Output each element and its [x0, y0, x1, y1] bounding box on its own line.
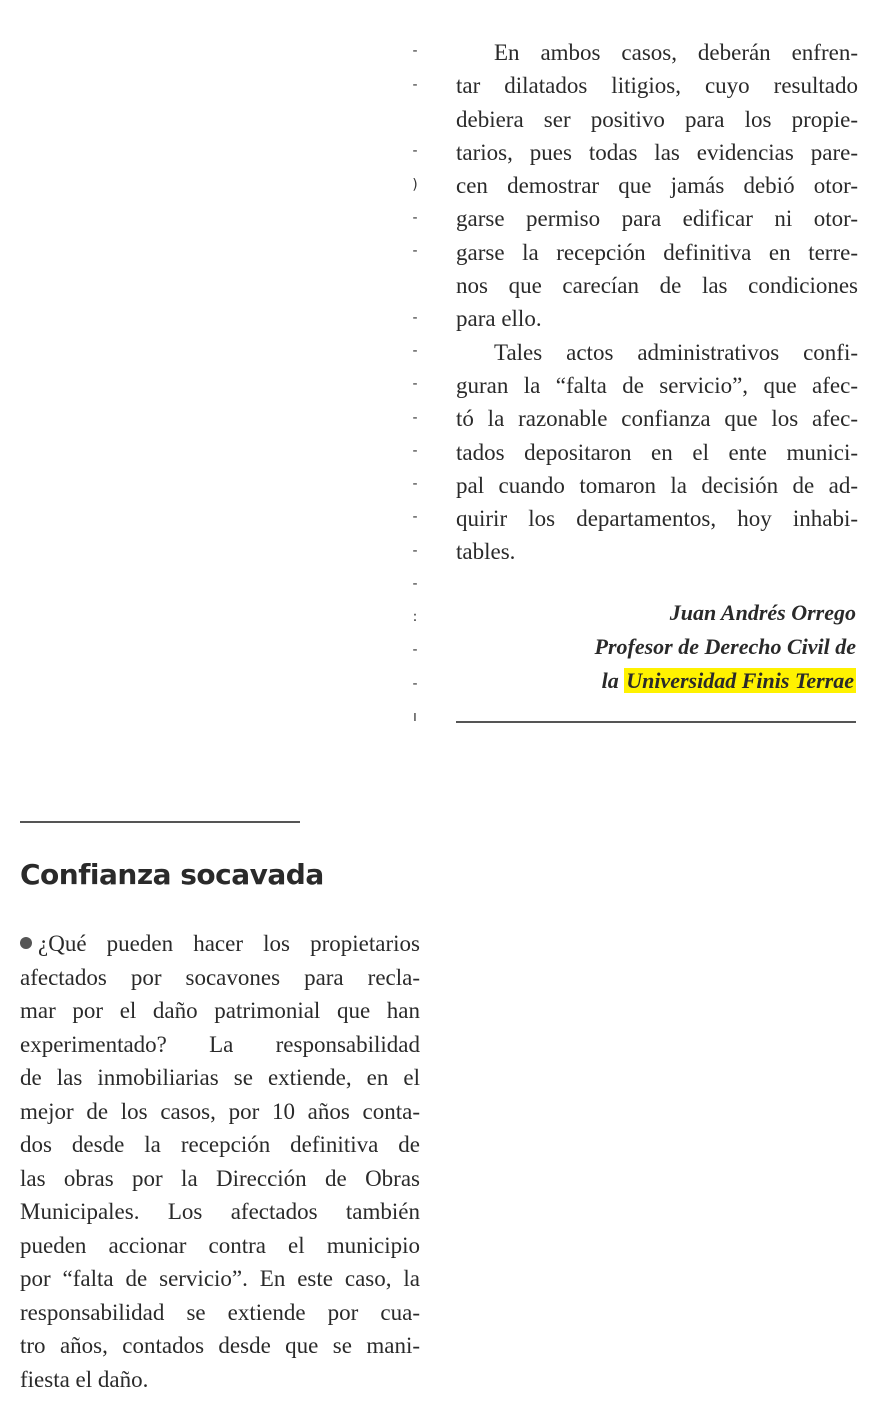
- bullet-icon: [20, 937, 32, 949]
- article-line: En ambos casos, deberán enfren-: [494, 40, 858, 65]
- sidebar-line: responsabilidad se extiende por cua-: [20, 1299, 420, 1325]
- article-line: garse permiso para edificar ni otor-: [456, 206, 858, 232]
- gutter-mark: -: [412, 77, 418, 93]
- article-line: nos que carecían de las condiciones: [456, 273, 858, 299]
- gutter-mark: -: [412, 443, 418, 459]
- article-line: debiera ser positivo para los propie-: [456, 106, 858, 132]
- author-affiliation: [456, 664, 856, 698]
- sidebar-line: las obras por la Dirección de Obras: [20, 1165, 420, 1191]
- article-line: tó la razonable confianza que los afec-: [456, 406, 858, 432]
- article-line: tarios, pues todas las evidencias pare-: [456, 139, 858, 165]
- gutter-mark: -: [412, 143, 418, 159]
- article-line: cen demostrar que jamás debió otor-: [456, 173, 858, 199]
- affiliation-prefix: la: [601, 668, 619, 693]
- author-name: Juan Andrés Orrego: [669, 600, 856, 625]
- gutter-mark: -: [412, 410, 418, 426]
- sidebar-title: Confianza socavada: [20, 858, 324, 891]
- sidebar-line-text: ¿Qué pueden hacer los propietarios: [38, 931, 420, 956]
- article-line: tar dilatados litigios, cuyo resultado: [456, 73, 858, 99]
- sidebar-line: Municipales. Los afectados también: [20, 1199, 420, 1224]
- gutter-mark: -: [412, 642, 418, 658]
- article-line: tados depositaron en el ente munici-: [456, 439, 858, 465]
- gutter-mark: -: [412, 343, 418, 359]
- column-end-rule: [456, 721, 856, 723]
- gutter-mark: -: [412, 43, 418, 59]
- sidebar-line: por “falta de servicio”. En este caso, la: [20, 1266, 420, 1291]
- sidebar-line: mejor de los casos, por 10 años conta-: [20, 1098, 420, 1124]
- sidebar-line: [20, 927, 420, 961]
- gutter-mark: -: [412, 476, 418, 492]
- article-line: guran la “falta de servicio”, que afec-: [456, 372, 858, 398]
- sidebar-top-rule: [20, 821, 300, 823]
- sidebar-line: experimentado? La responsabilidad: [20, 1031, 420, 1057]
- sidebar-body: [20, 927, 420, 1396]
- gutter-mark: -: [412, 243, 418, 259]
- sidebar-line: afectados por socavones para recla-: [20, 964, 420, 990]
- sidebar-line: pueden accionar contra el municipio: [20, 1232, 420, 1258]
- gutter-mark: -: [412, 576, 418, 592]
- gutter-mark: ı: [413, 709, 417, 725]
- article-line: para ello.: [456, 306, 542, 332]
- article-line: tables.: [456, 539, 516, 565]
- gutter-mark: -: [412, 376, 418, 392]
- gutter-mark: ): [412, 177, 418, 193]
- sidebar-line: de las inmobiliarias se extiende, en el: [20, 1065, 420, 1090]
- author-role: Profesor de Derecho Civil de: [594, 634, 856, 659]
- gutter-mark: -: [412, 676, 418, 692]
- sidebar-line: mar por el daño patrimonial que han: [20, 998, 420, 1023]
- article-line: quirir los departamentos, hoy inhabi-: [456, 506, 858, 532]
- sidebar-line: fiesta el daño.: [20, 1366, 149, 1392]
- sidebar-line: dos desde la recepción definitiva de: [20, 1132, 420, 1157]
- author-signature: [456, 596, 856, 698]
- gutter-mark: -: [412, 509, 418, 525]
- highlighted-institution: Universidad Finis Terrae: [626, 668, 854, 693]
- sidebar-line: tro años, contados desde que se mani-: [20, 1333, 420, 1358]
- article-line: Tales actos administrativos confi-: [494, 339, 858, 365]
- gutter-mark: -: [412, 543, 418, 559]
- article-line: pal cuando tomaron la decisión de ad-: [456, 472, 858, 498]
- gutter-mark: -: [412, 310, 418, 326]
- article-line: garse la recepción definitiva en terre-: [456, 239, 858, 265]
- gutter-mark: -: [412, 210, 418, 226]
- article-column: [456, 36, 858, 569]
- gutter-mark: :: [412, 609, 418, 625]
